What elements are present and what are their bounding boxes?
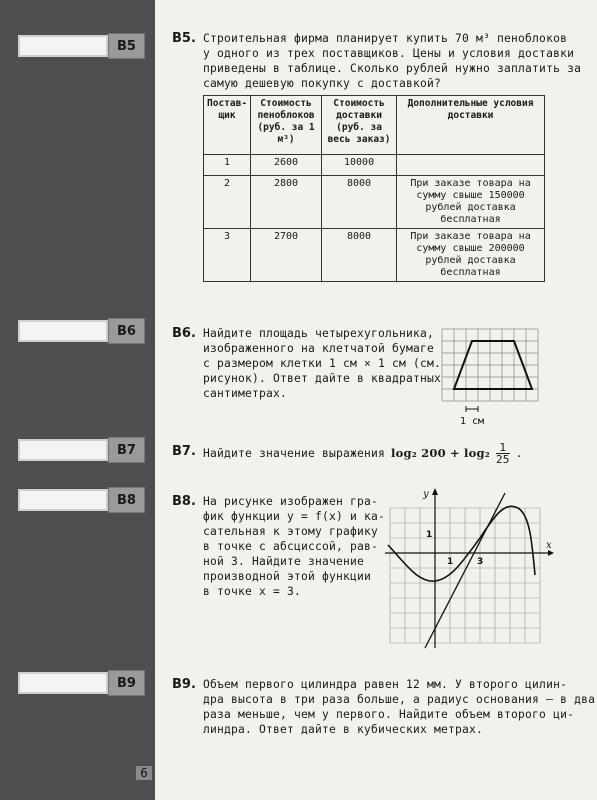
- function-graph: [380, 483, 555, 653]
- text-line: приведены в таблице. Сколько рублей нужно заплатить за: [203, 62, 582, 75]
- text-line: рисунок). Ответ дайте в квадратных: [203, 372, 442, 385]
- column-header: Стоимость доставки (руб. за весь заказ): [322, 96, 397, 155]
- table-cell: 2700: [251, 229, 322, 282]
- table-cell: 8000: [322, 229, 397, 282]
- column-header: Стоимость пеноблоков (руб. за 1 м³): [251, 96, 322, 155]
- text-line: Строительная фирма планирует купить 70 м³ пеноблоков: [203, 32, 568, 45]
- text-line: сантиметрах.: [203, 387, 288, 400]
- x-axis-label: x: [546, 540, 552, 551]
- question-text-b5: [203, 31, 581, 91]
- text-line: самую дешевую покупку с доставкой?: [203, 77, 442, 90]
- text-line: у одного из трех поставщиков. Цены и условия доставки: [203, 47, 575, 60]
- text-line: Найдите площадь четырехугольника,: [203, 327, 435, 340]
- text-line: раза меньше, чем у первого. Найдите объем второго ци-: [203, 708, 575, 721]
- table-header-row: [204, 96, 545, 155]
- text-line: На рисунке изображен гра-: [203, 495, 379, 508]
- answer-field-b7[interactable]: [18, 439, 108, 461]
- table-cell: [397, 155, 545, 176]
- page-number: 6: [136, 766, 152, 780]
- answer-field-b9[interactable]: [18, 672, 108, 694]
- text-line: изображенного на клетчатой бумаге: [203, 342, 435, 355]
- answer-tag-b6: B6: [108, 318, 145, 344]
- function-curve: [388, 506, 535, 581]
- text-line: Найдите значение выражения: [203, 446, 386, 460]
- table-cell: При заказе товара на сумму свыше 200000 рублей доставка бесплатная: [397, 229, 545, 282]
- text-line: в точке с абсциссой, рав-: [203, 540, 379, 553]
- supplier-table: [203, 95, 545, 282]
- text-line: производной этой функции: [203, 570, 372, 583]
- quadrilateral-grid-figure: [438, 325, 553, 435]
- text-line: дра высота в три раза больше, а радиус основания — в два: [203, 693, 596, 706]
- fraction-denominator: 25: [495, 452, 510, 466]
- table-cell: 2: [204, 176, 251, 229]
- table-row: [204, 155, 545, 176]
- text-line: с размером клетки 1 см × 1 см (см.: [203, 357, 442, 370]
- table-cell: 8000: [322, 176, 397, 229]
- table-row: [204, 229, 545, 282]
- answer-tag-b8: B8: [108, 487, 145, 513]
- text-line: Объем первого цилиндра равен 12 мм. У второго цилин-: [203, 678, 568, 691]
- fraction-numerator: 1: [496, 442, 510, 454]
- table-row: [204, 176, 545, 229]
- column-header: Дополнительные условия доставки: [397, 96, 545, 155]
- text-line: сательная к этому графику: [203, 525, 379, 538]
- table-cell: 2600: [251, 155, 322, 176]
- question-label-b9: B9.: [172, 677, 196, 692]
- answer-box-b6: [18, 318, 145, 344]
- x-tick-label-1: 1: [447, 557, 454, 567]
- question-text-b8: [203, 494, 385, 599]
- answer-field-b6[interactable]: [18, 320, 108, 342]
- question-label-b7: B7.: [172, 444, 196, 459]
- sidebar: [0, 0, 155, 800]
- period: .: [515, 446, 523, 460]
- text-line: ной 3. Найдите значение: [203, 555, 365, 568]
- question-label-b5: B5.: [172, 31, 196, 46]
- log-expression: log₂ 200 + log₂: [391, 445, 490, 460]
- table-cell: При заказе товара на сумму свыше 150000 рублей доставка бесплатная: [397, 176, 545, 229]
- fraction: [496, 442, 510, 465]
- answer-tag-b9: B9: [108, 670, 145, 696]
- y-axis-label: y: [423, 489, 429, 500]
- question-label-b8: B8.: [172, 494, 196, 509]
- answer-box-b8: [18, 487, 145, 513]
- question-text-b7: [203, 438, 523, 468]
- table-cell: 3: [204, 229, 251, 282]
- question-text-b6: [203, 326, 441, 401]
- y-tick-label: 1: [426, 530, 433, 540]
- question-label-b6: B6.: [172, 326, 196, 341]
- text-line: в точке x = 3.: [203, 585, 302, 598]
- answer-box-b7: [18, 437, 145, 463]
- text-line: фик функции y = f(x) и ка-: [203, 510, 386, 523]
- column-header: Постав-щик: [204, 96, 251, 155]
- answer-field-b5[interactable]: [18, 35, 108, 57]
- table-cell: 10000: [322, 155, 397, 176]
- answer-tag-b5: B5: [108, 33, 145, 59]
- scale-label: 1 см: [460, 416, 485, 427]
- table-cell: 2800: [251, 176, 322, 229]
- answer-tag-b7: B7: [108, 437, 145, 463]
- answer-box-b9: [18, 670, 145, 696]
- x-tick-label-3: 3: [477, 557, 484, 567]
- answer-field-b8[interactable]: [18, 489, 108, 511]
- question-text-b9: [203, 677, 595, 737]
- text-line: линдра. Ответ дайте в кубических метрах.: [203, 723, 484, 736]
- table-cell: 1: [204, 155, 251, 176]
- y-axis-arrow: [432, 488, 438, 495]
- answer-box-b5: [18, 33, 145, 59]
